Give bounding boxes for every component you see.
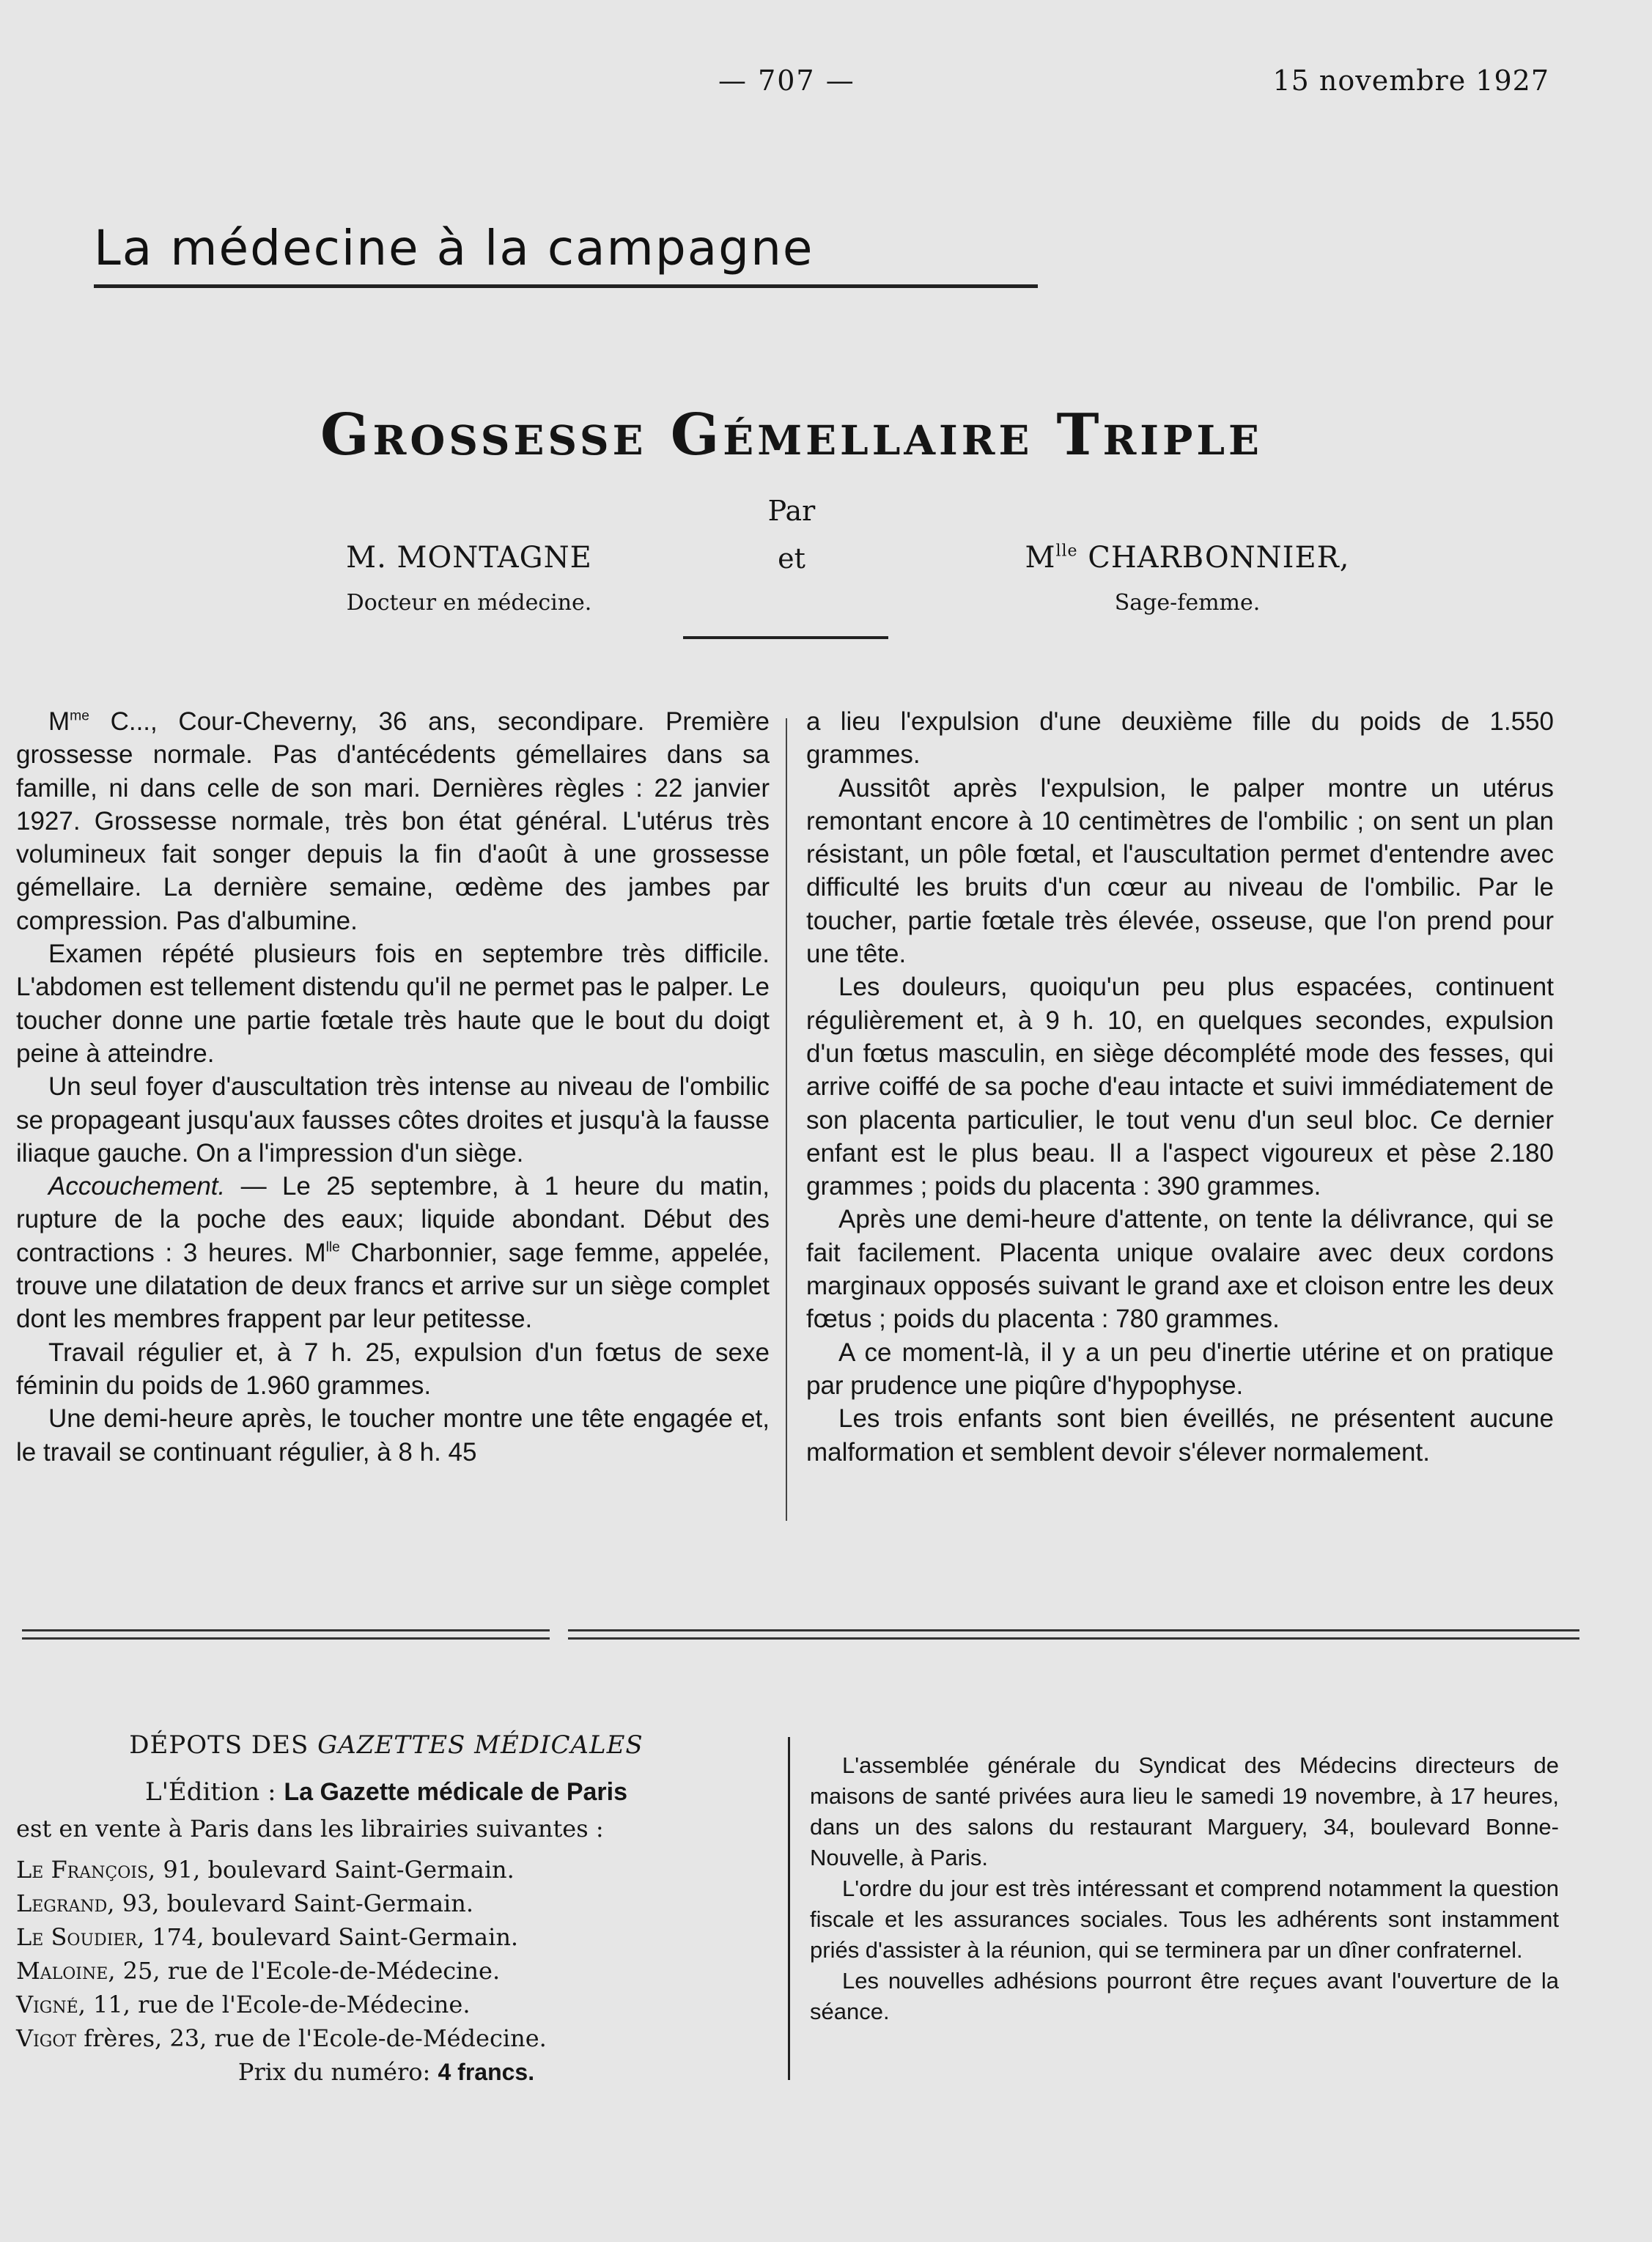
price-label: Prix du numéro: — [237, 2058, 438, 2086]
author-2-title: Sage-femme. — [1114, 590, 1261, 616]
byline-par: Par — [767, 495, 816, 527]
paragraph: Les trois enfants sont bien éveillés, ne présentent aucune malformation et semblent devoir s'élever normalement. — [806, 1404, 1554, 1467]
issue-price — [16, 2055, 756, 2089]
bookshop-address: , 11, rue de l'Ecole-de-Médecine. — [78, 1991, 471, 2018]
author-2-surname: CHARBONNIER, — [1088, 541, 1350, 575]
issue-date: 15 novembre 1927 — [1272, 64, 1549, 97]
list-item — [16, 1988, 756, 2021]
bookshop-list — [16, 1853, 756, 2055]
edition-label: L'Édition : — [144, 1777, 284, 1807]
paragraph: Travail régulier et, à 7 h. 25, expulsion d'un fœtus de sexe féminin du poids de 1.960 grammes. — [16, 1338, 770, 1400]
abbrev-sup: lle — [325, 1239, 340, 1255]
bookshop-name: Vigot — [16, 2024, 77, 2052]
paragraph: Examen répété plusieurs fois en septembre très difficile. L'abdomen est tellement distendu qu'il ne permet pas le palper. Le toucher donne une partie fœtale très haute que le bout du doigt peine à atteindre. — [16, 940, 770, 1068]
author-2-prefix-sup: lle — [1055, 542, 1078, 561]
paragraph: Les nouvelles adhésions pourront être reçues avant l'ouverture de la séance. — [810, 1968, 1559, 2024]
bookshop-address: frères, 23, rue de l'Ecole-de-Médecine. — [76, 2024, 547, 2052]
paragraph-lead: Accouchement. — [48, 1172, 226, 1201]
paragraph-text: Charbonnier, sage femme, appelée, trouve une dilatation de deux francs et arrive sur un siège complet dont les membres frappent par leur petitesse. — [16, 1238, 770, 1334]
section-separator-rule — [22, 1637, 550, 1640]
price-value: 4 francs. — [438, 2059, 535, 2085]
byline-et: et — [778, 542, 805, 575]
abbrev-madame: M — [48, 707, 70, 736]
paragraph: L'ordre du jour est très intéressant et comprend notamment la question fiscale et les assurances sociales. Tous les adhérents sont instamment priés d'assister à la réunion, qui se terminera par un dîner confraternel. — [810, 1876, 1559, 1963]
paragraph: A ce moment-là, il y a un peu d'inertie utérine et on pratique par prudence une piqûre d'hypophyse. — [806, 1338, 1554, 1400]
bookshop-name: Le François — [16, 1856, 149, 1884]
lower-column-divider — [788, 1737, 790, 2080]
paragraph: a lieu l'expulsion d'une deuxième fille du poids de 1.550 grammes. — [806, 707, 1554, 770]
rubric-underline — [94, 284, 1038, 288]
bookshop-name: Legrand — [16, 1889, 108, 1917]
abbrev-sup: me — [70, 708, 89, 724]
title-separator-rule — [683, 636, 888, 639]
page-number: — 707 — — [718, 64, 855, 97]
author-1-title: Docteur en médecine. — [346, 590, 592, 616]
list-item — [16, 1853, 756, 1887]
paragraph: L'assemblée générale du Syndicat des Médecins directeurs de maisons de santé privées aura lieu le samedi 19 novembre, à 17 heures, dans un des salons du restaurant Marguery, 34, boulevard Bonne-Nouvelle, à Paris. — [810, 1752, 1559, 1870]
article-right-column — [806, 705, 1554, 1469]
bookshop-address: , 93, boulevard Saint-Germain. — [107, 1889, 474, 1917]
heading-text: DÉPOTS DES — [129, 1730, 318, 1760]
list-item — [16, 2021, 756, 2055]
syndicat-notice — [810, 1750, 1559, 2027]
section-separator-rule — [22, 1629, 550, 1631]
article-left-column — [16, 705, 770, 1469]
gazette-name: La Gazette médicale de Paris — [284, 1778, 628, 1806]
list-item — [16, 1920, 756, 1954]
author-2-name — [975, 541, 1400, 575]
author-1-name: M. MONTAGNE — [346, 541, 592, 575]
depots-heading — [16, 1728, 756, 1762]
paragraph — [16, 705, 770, 937]
paragraph: Aussitôt après l'expulsion, le palper montre un utérus remontant encore à 10 centimètres de l'ombilic ; on sent un plan résistant, un pôle fœtal, et l'auscultation permet d'entendre avec difficulté les bruits d'un cœur au niveau de l'ombilic. Par le toucher, partie fœtale très élevée, osseuse, que l'on prend pour une tête. — [806, 773, 1554, 969]
list-item — [16, 1887, 756, 1920]
list-item — [16, 1954, 756, 1988]
section-separator-rule — [568, 1637, 1579, 1640]
section-separator-rule — [568, 1629, 1579, 1631]
bookshop-name: Vigné — [16, 1991, 78, 2018]
depots-intro: est en vente à Paris dans les librairies suivantes : — [16, 1815, 604, 1843]
paragraph: Après une demi-heure d'attente, on tente la délivrance, qui se fait facilement. Placenta unique ovalaire avec deux cordons marginaux opposés suivant le grand axe et cloison entre les deux fœtus ; poids du placenta : 780 grammes. — [806, 1205, 1554, 1334]
author-2-prefix: M — [1025, 541, 1056, 575]
column-divider — [786, 718, 787, 1521]
section-rubric: La médecine à la campagne — [94, 220, 814, 276]
bookshop-name: Le Soudier — [16, 1923, 137, 1951]
depots-notice — [16, 1728, 756, 2089]
paragraph: Les douleurs, quoiqu'un peu plus espacées, continuent régulièrement et, à 9 h. 10, en quelques secondes, expulsion d'un fœtus masculin, en siège décomplété mode des fesses, qui arrive coiffé de sa poche d'eau intacte et suivi immédiatement de son placenta particulier, le tout venu d'un seul bloc. Ce dernier enfant est le plus beau. Il a l'aspect vigoureux et pèse 2.180 grammes ; poids du placenta : 390 grammes. — [806, 973, 1554, 1201]
paragraph: Un seul foyer d'auscultation très intense au niveau de l'ombilic se propageant jusqu'aux fausses côtes droites et jusqu'à la fausse iliaque gauche. On a l'impression d'un siège. — [16, 1072, 770, 1168]
bookshop-address: , 174, boulevard Saint-Germain. — [136, 1923, 519, 1951]
heading-italic-text: GAZETTES MÉDICALES — [317, 1730, 644, 1760]
article-title: Grossesse Gémellaire Triple — [320, 402, 1263, 468]
bookshop-name: Maloine — [16, 1957, 108, 1985]
paragraph: Une demi-heure après, le toucher montre une tête engagée et, le travail se continuant régulier, à 8 h. 45 — [16, 1404, 770, 1467]
bookshop-address: , 91, boulevard Saint-Germain. — [148, 1856, 515, 1884]
paragraph-text: C..., Cour-Cheverny, 36 ans, secondipare. Première grossesse normale. Pas d'antécédents gémellaires dans sa famille, ni dans celle de son mari. Dernières règles : 22 janvier 1927. Grossesse normale, très bon état général. L'utérus très volumineux fait songer depuis la fin d'août à une grossesse gémellaire. La dernière semaine, œdème des jambes par compression. Pas d'albumine. — [16, 707, 770, 935]
paragraph — [16, 1170, 770, 1335]
depots-edition — [16, 1775, 756, 1809]
paragraph-text: — Le 25 septembre, à 1 heure du matin, rupture de la poche des eaux; liquide abondant. Début des contractions : 3 heures. M — [16, 1172, 770, 1267]
bookshop-address: , 25, rue de l'Ecole-de-Médecine. — [108, 1957, 501, 1985]
